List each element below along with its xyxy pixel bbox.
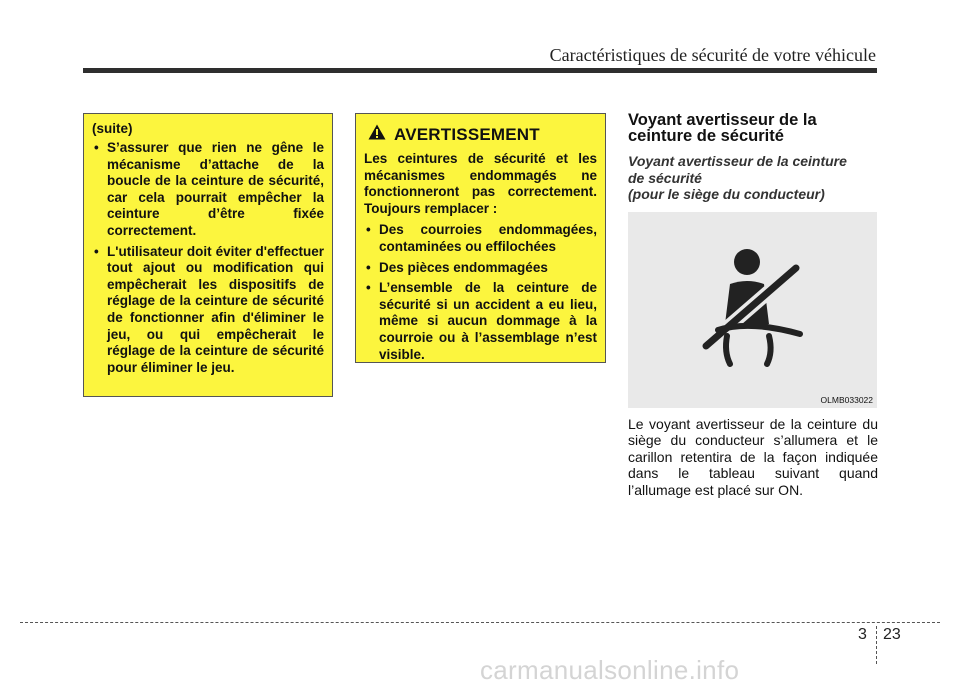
warning-triangle-icon [368, 124, 386, 145]
list-item: • S’assurer que rien ne gêne le mécanisme d’attache de la boucle de la ceinture de sécurité, car cela pourrait empêcher la ceinture d’être fixée correctement. [92, 140, 324, 240]
chapter-number: 3 [858, 626, 867, 643]
page-number: 23 [883, 626, 901, 643]
footer-rule [20, 622, 940, 623]
figure-caption: OLMB033022 [820, 395, 873, 405]
header-rule [83, 68, 877, 73]
section-title: Voyant avertisseur de la ceinture de sécurité [628, 111, 817, 145]
watermark: carmanualsonline.info [480, 655, 740, 685]
subtitle-line: Voyant avertisseur de la ceinture [628, 153, 847, 169]
list-item: • L’ensemble de la ceinture de sécurité si un accident a eu lieu, même si aucun dommage à la courroie ou à l’assemblage n’est visible. [364, 280, 597, 363]
continued-caution-box [83, 113, 333, 397]
warning-list [364, 222, 597, 363]
page-header-title: Caractéristiques de sécurité de votre véhicule [549, 45, 876, 65]
section-body-text: Le voyant avertisseur de la ceinture du siège du conducteur s’allumera et le carillon retentira de la façon indiquée dans le tableau suivant quand l’allumage est placé sur ON. [628, 416, 878, 498]
seatbelt-figure [628, 212, 877, 408]
section-subtitle [628, 153, 878, 203]
warning-box [355, 113, 606, 363]
list-item: • L'utilisateur doit éviter d'effectuer tout ajout ou modification qui empêcherait les dispositifs de réglage de la ceinture de sécurité de fonctionner afin d'éliminer le jeu, ou qui empêcherait le réglage de la ceinture de sécurité pour éliminer le jeu. [92, 244, 324, 377]
seatbelt-warning-icon [628, 212, 877, 408]
subtitle-line: (pour le siège du conducteur) [628, 186, 825, 202]
warning-title: AVERTISSEMENT [394, 124, 540, 144]
list-item: • Des courroies endommagées, contaminées ou effilochées [364, 222, 597, 255]
continued-list [92, 140, 324, 376]
list-item: • Des pièces endommagées [364, 260, 597, 277]
page-number-divider [876, 626, 877, 664]
subtitle-line: de sécurité [628, 169, 702, 186]
warning-header [368, 124, 597, 145]
warning-intro: Les ceintures de sécurité et les mécanismes endommagés ne fonctionneront pas correctement. Toujours remplacer : [364, 151, 597, 216]
continued-label: (suite) [92, 121, 133, 136]
